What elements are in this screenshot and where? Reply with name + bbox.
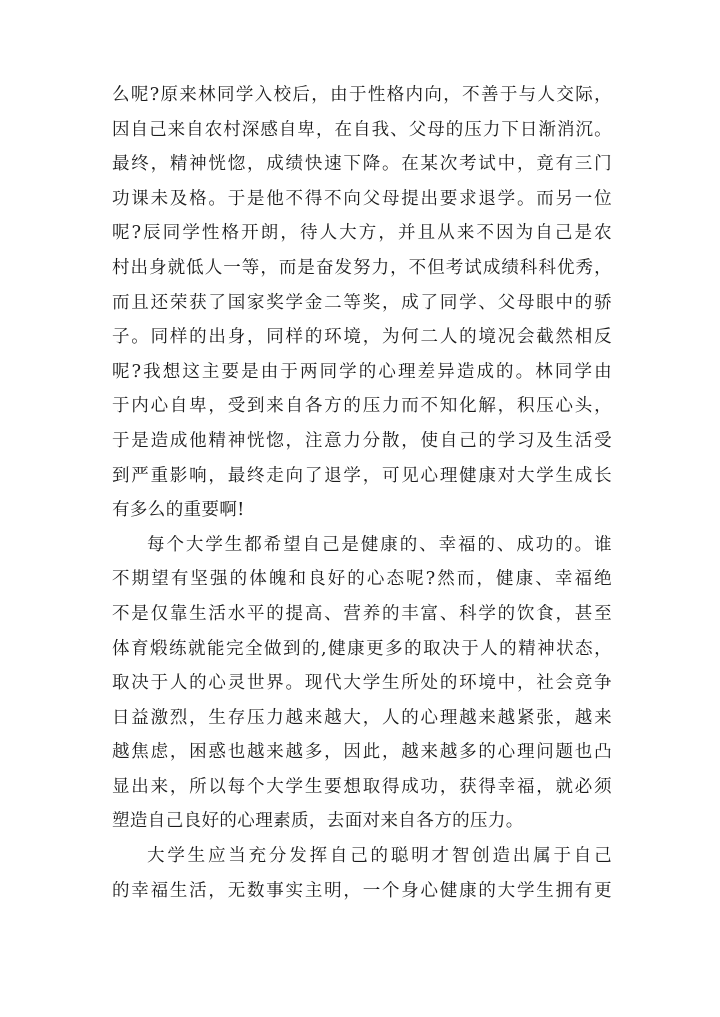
text-line: 于内心自卑，受到来自各方的压力而不知化解，积压心头，	[112, 396, 612, 417]
text-line: 呢?我想这主要是由于两同学的心理差异造成的。林同学由	[112, 361, 612, 382]
paragraph-first-line: 每个大学生都希望自己是健康的、幸福的、成功的。谁	[147, 534, 612, 555]
text-line: 显出来，所以每个大学生要想取得成功，获得幸福，就必须	[112, 776, 612, 797]
body-text	[112, 78, 612, 908]
text-line: 于是造成他精神恍惚，注意力分散，使自己的学习及生活受	[112, 430, 612, 451]
text-line: 因自己来自农村深感自卑，在自我、父母的压力下日渐消沉。	[112, 119, 612, 140]
text-line: 么呢?原来林同学入校后，由于性格内向，不善于与人交际，	[112, 85, 612, 105]
paragraph-first-line: 大学生应当充分发挥自己的聪明才智创造出属于自己	[147, 846, 612, 867]
text-line: 体育煅练就能完全做到的,健康更多的取决于人的精神状态，	[112, 638, 612, 659]
text-line: 呢?辰同学性格开朗，待人大方，并且从来不因为自己是农	[112, 223, 612, 244]
text-line: 取决于人的心灵世界。现代大学生所处的环境中，社会竞争	[112, 673, 612, 694]
text-line: 功课未及格。于是他不得不向父母提出要求退学。而另一位	[112, 188, 612, 209]
text-line: 不期望有坚强的体魄和良好的心态呢?然而，健康、幸福绝	[112, 569, 612, 590]
text-line: 子。同样的出身，同样的环境，为何二人的境况会截然相反	[112, 327, 612, 348]
text-line: 的幸福生活，无数事实主明，一个身心健康的大学生拥有更	[112, 880, 612, 901]
text-line: 有多么的重要啊!	[112, 500, 245, 521]
text-line: 日益激烈，生存压力越来越大，人的心理越来越紧张，越来	[112, 707, 612, 728]
text-line: 最终，精神恍惚，成绩快速下降。在某次考试中，竟有三门	[112, 154, 612, 175]
text-line: 塑造自己良好的心理素质，去面对来自各方的压力。	[112, 811, 524, 832]
text-line: 到严重影响，最终走向了退学，可见心理健康对大学生成长	[112, 465, 612, 486]
text-line: 村出身就低人一等，而是奋发努力，不但考试成绩科科优秀，	[112, 257, 612, 278]
text-line: 越焦虑，困惑也越来越多，因此，越来越多的心理问题也凸	[112, 742, 612, 763]
text-line: 而且还荣获了国家奖学金二等奖，成了同学、父母眼中的骄	[112, 292, 612, 313]
text-line: 不是仅靠生活水平的提高、营养的丰富、科学的饮食，甚至	[112, 603, 612, 624]
